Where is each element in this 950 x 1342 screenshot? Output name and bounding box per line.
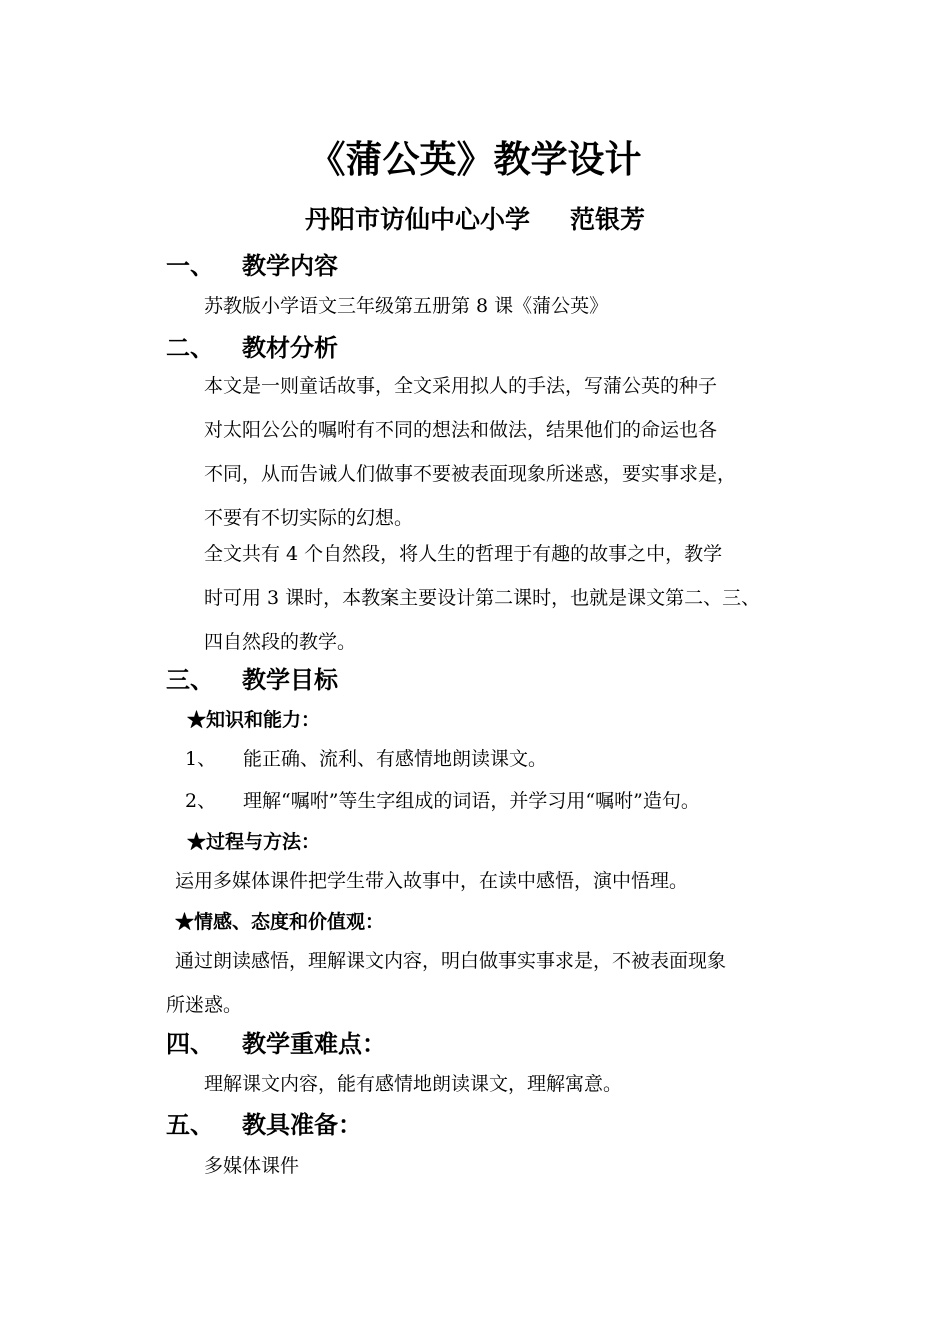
section-title: 教具准备： — [242, 1110, 362, 1139]
section-heading-1 — [166, 248, 338, 284]
author-line — [0, 200, 950, 240]
section-title: 教材分析 — [242, 333, 338, 362]
goal-item — [185, 744, 547, 774]
section-heading-4 — [166, 1026, 386, 1062]
goal-subheading-emotion: ★情感、态度和价值观： — [175, 911, 385, 933]
author-name: 范银芳 — [570, 205, 646, 234]
goal-item-text: 理解“嘱咐”等生字组成的词语，并学习用“嘱咐”造句。 — [243, 790, 700, 812]
section-title: 教学重难点： — [242, 1029, 386, 1058]
goal-subheading-process: ★过程与方法： — [187, 831, 321, 853]
course-text: 苏教版小学语文三年级第五册第 8 课《蒲公英》 — [204, 295, 609, 317]
analysis-line: 四自然段的教学。 — [204, 631, 357, 653]
analysis-line: 不要有不切实际的幻想。 — [204, 507, 414, 529]
materials-text: 多媒体课件 — [204, 1155, 300, 1177]
goal-item-number: 2、 — [185, 790, 217, 812]
analysis-line: 对太阳公公的嘱咐有不同的想法和做法，结果他们的命运也各 — [204, 419, 718, 441]
key-points-text: 理解课文内容，能有感情地朗读课文，理解寓意。 — [204, 1073, 623, 1095]
goal-item-text: 能正确、流利、有感情地朗读课文。 — [243, 748, 548, 770]
section-number: 四、 — [166, 1029, 214, 1058]
section-heading-3 — [166, 662, 338, 698]
section-title: 教学目标 — [242, 665, 338, 694]
section-number: 三、 — [166, 665, 214, 694]
goal-item-number: 1、 — [185, 748, 217, 770]
goal-subheading-knowledge: ★知识和能力： — [187, 709, 321, 731]
analysis-line: 本文是一则童话故事，全文采用拟人的手法，写蒲公英的种子 — [204, 375, 718, 397]
section-heading-2 — [166, 330, 338, 366]
section-heading-5 — [166, 1107, 362, 1143]
emotion-line: 通过朗读感悟，理解课文内容，明白做事实事求是，不被表面现象 — [175, 950, 727, 972]
section-number: 五、 — [166, 1110, 214, 1139]
section-number: 一、 — [166, 251, 214, 280]
process-text: 运用多媒体课件把学生带入故事中，在读中感悟，演中悟理。 — [175, 870, 689, 892]
goal-item — [185, 786, 700, 816]
analysis-line: 时可用 3 课时，本教案主要设计第二课时，也就是课文第二、三、 — [204, 587, 761, 609]
author-school: 丹阳市访仙中心小学 — [304, 205, 530, 234]
analysis-line: 不同，从而告诫人们做事不要被表面现象所迷惑，要实事求是， — [204, 463, 737, 485]
section-title: 教学内容 — [242, 251, 338, 280]
section-number: 二、 — [166, 333, 214, 362]
document-title: 《蒲公英》教学设计 — [308, 137, 642, 181]
analysis-line: 全文共有 4 个自然段，将人生的哲理于有趣的故事之中，教学 — [204, 543, 723, 565]
emotion-line: 所迷惑。 — [166, 994, 243, 1016]
